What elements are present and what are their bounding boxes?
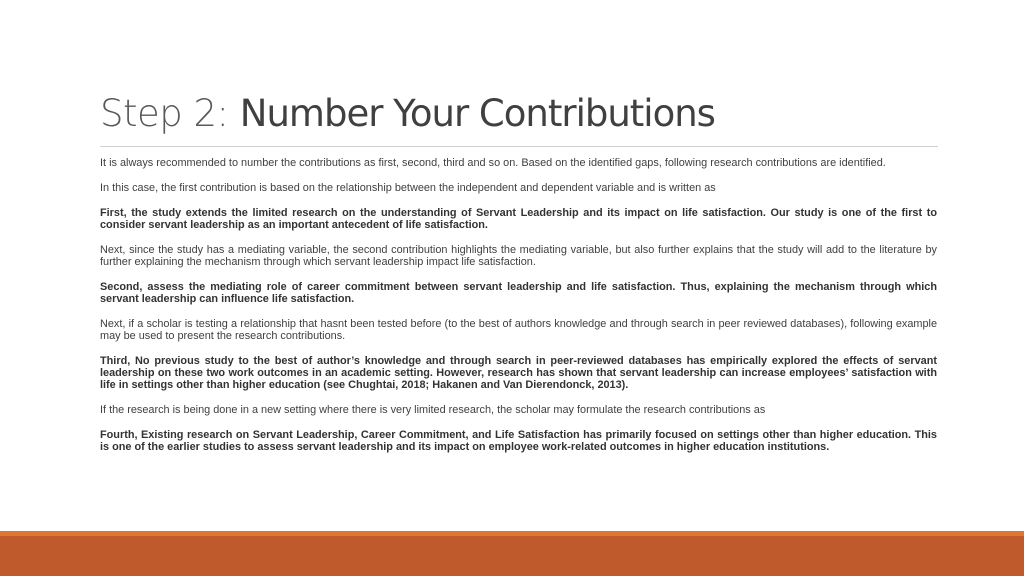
paragraph-first-contribution: First, the study extends the limited research on the understanding of Servant Leadership and its impact on life satisfaction. Our study is one of the first to consider servant leadership as an important antecedent of life satisfaction. [100, 207, 937, 231]
paragraph-first-context: In this case, the first contribution is based on the relationship between the independent and dependent variable and is written as [100, 182, 716, 194]
paragraph-second-context: Next, since the study has a mediating variable, the second contribution highlights the mediating variable, but also further explains that the study will add to the literature by further explaining the mechanism through which servant leadership impact life satisfaction. [100, 244, 937, 268]
paragraph-fourth-context: If the research is being done in a new setting where there is very limited research, the scholar may formulate the research contributions as [100, 404, 766, 416]
title-divider [100, 146, 938, 147]
paragraph-intro: It is always recommended to number the contributions as first, second, third and so on. Based on the identified gaps, following research contributions are identified. [100, 157, 886, 169]
slide-title [100, 86, 715, 142]
paragraph-fourth-contribution: Fourth, Existing research on Servant Leadership, Career Commitment, and Life Satisfaction has primarily focused on settings other than higher education. This is one of the earlier studies to assess servant leadership and its impact on employee work-related outcomes in higher education institutions. [100, 429, 937, 453]
paragraph-third-contribution: Third, No previous study to the best of author’s knowledge and through search in peer-reviewed databases has empirically explored the effects of servant leadership on these two work outcomes in an academic setting. However, research has shown that servant leadership can increase employees’ satisfaction with life in settings other than higher education (see Chughtai, 2018; Hakanen and Van Dierendonck, 2013). [100, 355, 937, 391]
footer-bar [0, 536, 1024, 576]
title-prefix: Step 2: [100, 92, 240, 135]
paragraph-third-context: Next, if a scholar is testing a relationship that hasnt been tested before (to the best of authors knowledge and through search in peer reviewed databases), following example may be used to present the research contributions. [100, 318, 937, 342]
paragraph-second-contribution: Second, assess the mediating role of career commitment between servant leadership and life satisfaction. Thus, explaining the mechanism through which servant leadership can influence life satisfaction. [100, 281, 937, 305]
title-main: Number Your Contributions [239, 92, 715, 135]
slide-body [100, 157, 937, 466]
